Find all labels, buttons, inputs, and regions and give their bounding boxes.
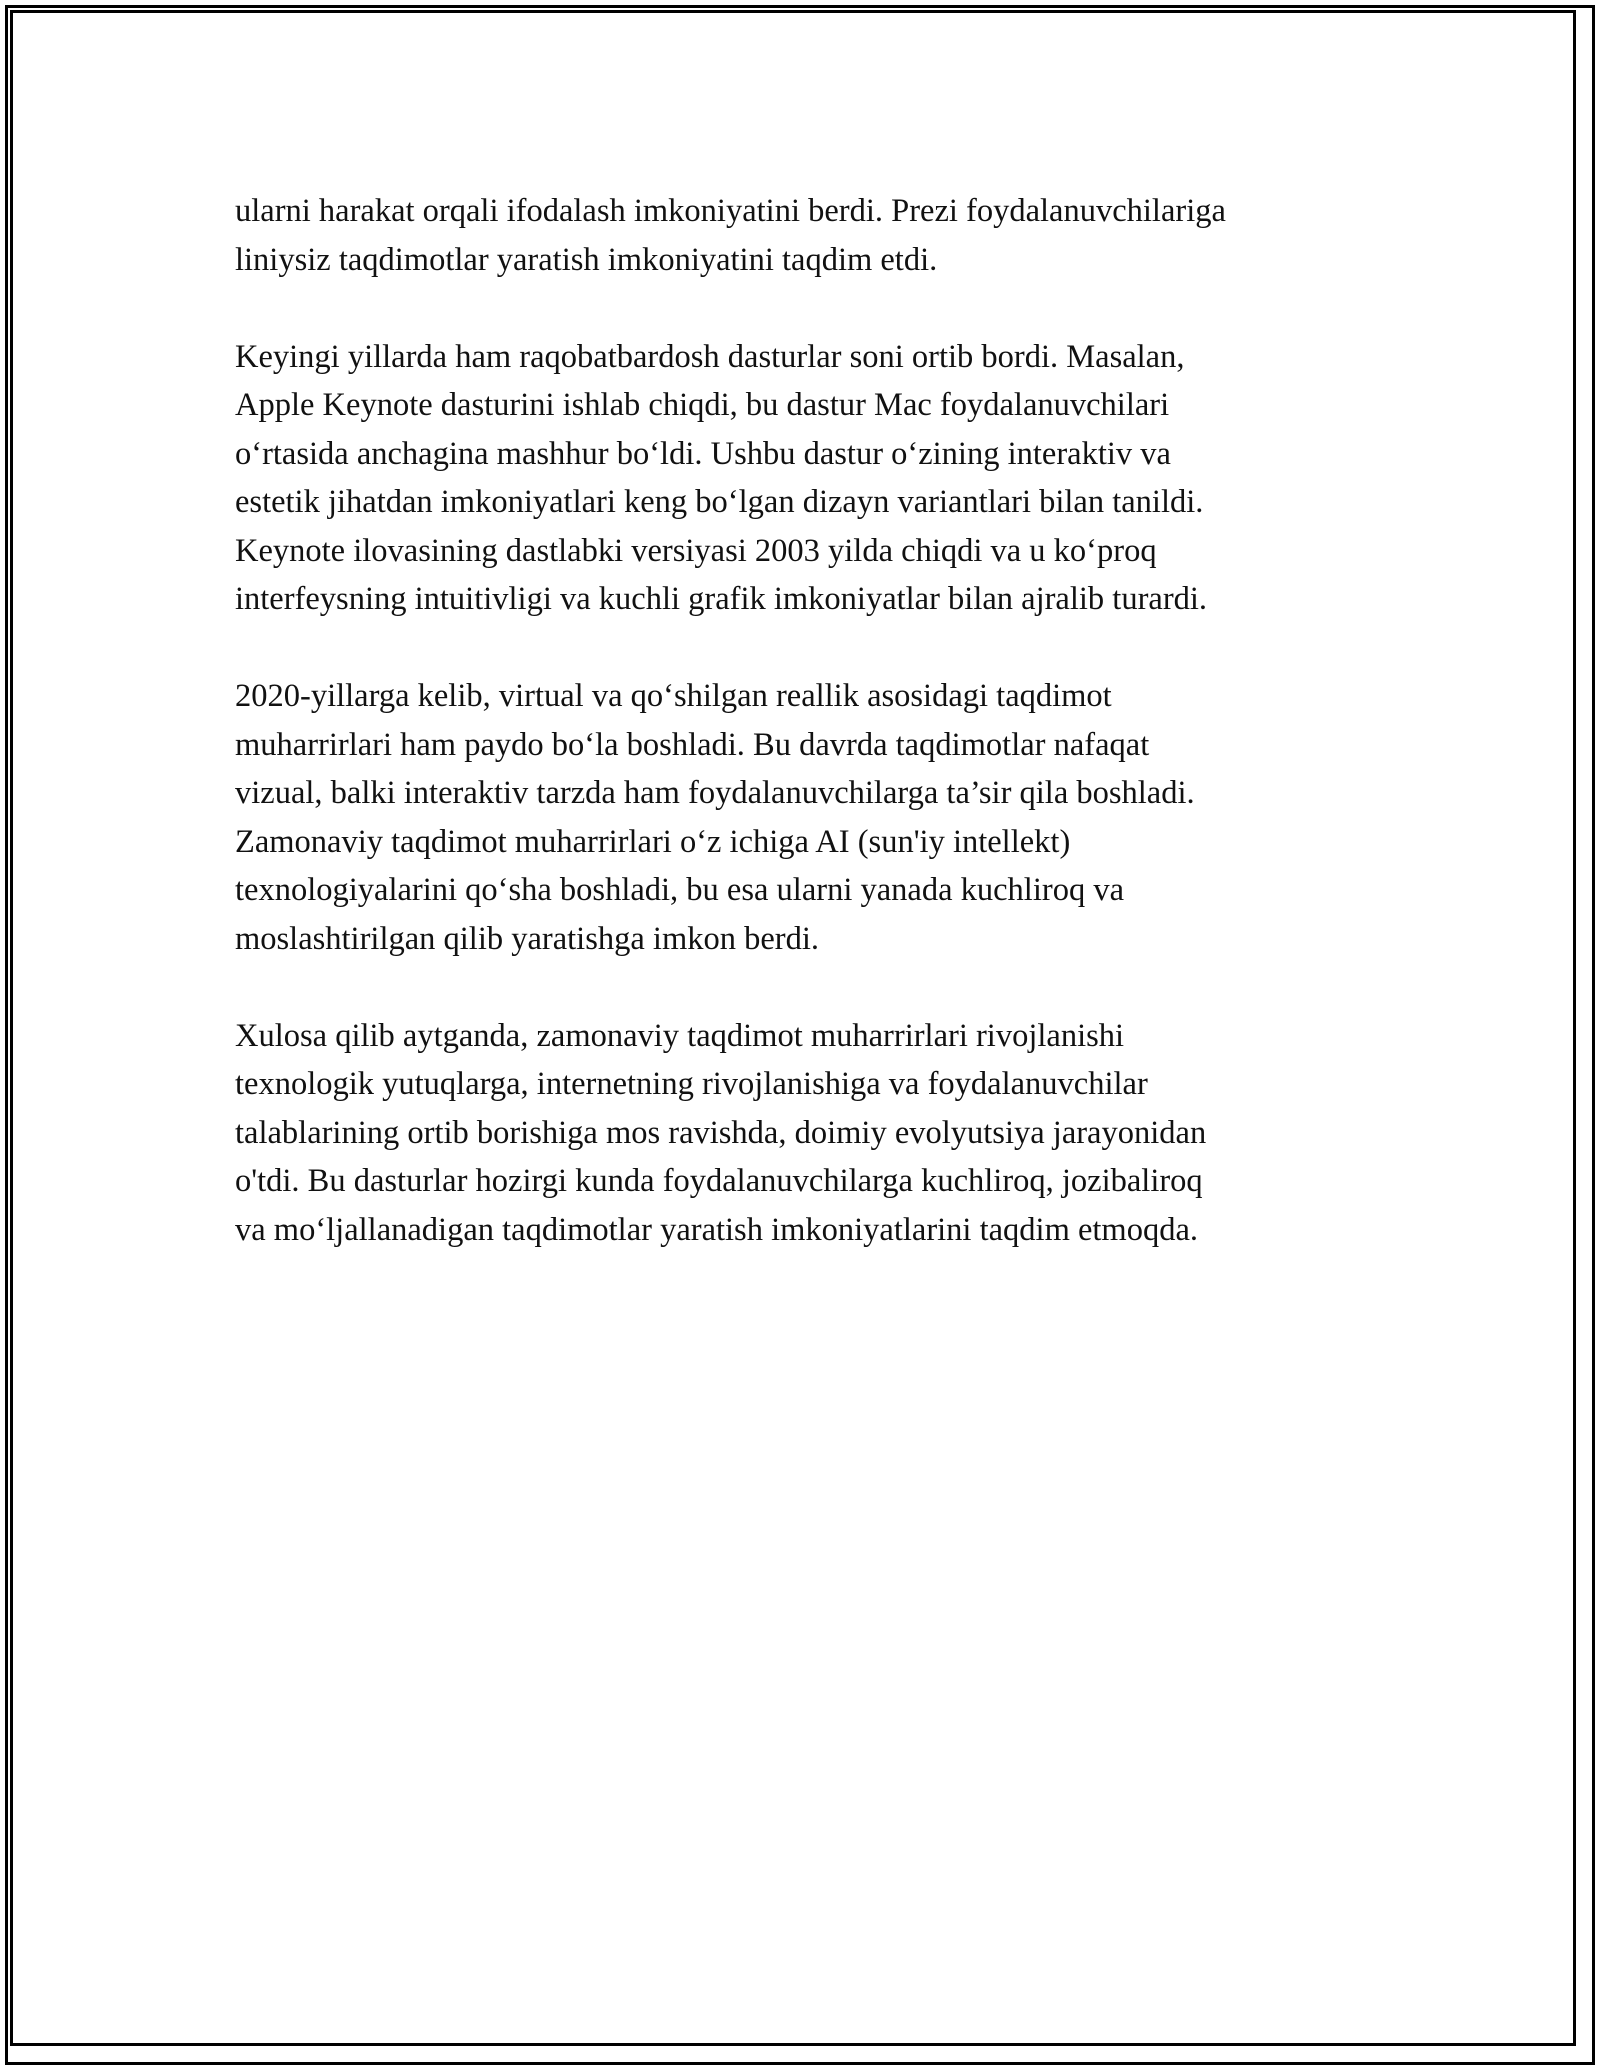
text-line: liniysiz taqdimotlar yaratish imkoniyatini taqdim etdi. [235, 241, 938, 278]
text-line: talablarining ortib borishiga mos ravishda, doimiy evolyutsiya jarayonidan [235, 1114, 1207, 1151]
text-line: ularni harakat orqali ifodalash imkoniyatini berdi. Prezi foydalanuvchilariga [235, 193, 1226, 229]
paragraph-4 [235, 1012, 1375, 1255]
text-line: va mo‘ljallanadigan taqdimotlar yaratish imkoniyatlarini taqdim etmoqda. [235, 1211, 1199, 1248]
text-line: o'tdi. Bu dasturlar hozirgi kunda foydalanuvchilarga kuchliroq, jozibaliroq [235, 1163, 1203, 1199]
paragraph-1 [235, 187, 1375, 284]
text-line: texnologiyalarini qo‘sha boshladi, bu esa ularni yanada kuchliroq va [235, 872, 1124, 908]
text-line: Keynote ilovasining dastlabki versiyasi 2003 yilda chiqdi va u ko‘proq [235, 532, 1157, 569]
text-line: o‘rtasida anchagina mashhur bo‘ldi. Ushbu dastur o‘zining interaktiv va [235, 435, 1171, 472]
text-line: interfeysning intuitivligi va kuchli grafik imkoniyatlar bilan ajralib turardi. [235, 581, 1208, 617]
text-line: Keyingi yillarda ham raqobatbardosh dasturlar soni ortib bordi. Masalan, [235, 338, 1185, 375]
paragraph-3 [235, 672, 1375, 963]
text-line: Zamonaviy taqdimot muharrirlari o‘z ichiga AI (sun'iy intellekt) [235, 823, 1071, 860]
document-body [235, 187, 1375, 1303]
text-line: estetik jihatdan imkoniyatlari keng bo‘lgan dizayn variantlari bilan tanildi. [235, 484, 1204, 520]
text-line: Apple Keynote dasturini ishlab chiqdi, bu dastur Mac foydalanuvchilari [235, 387, 1170, 423]
text-line: muharrirlari ham paydo bo‘la boshladi. Bu davrda taqdimotlar nafaqat [235, 726, 1150, 763]
text-line: 2020-yillarga kelib, virtual va qo‘shilgan reallik asosidagi taqdimot [235, 678, 1112, 714]
text-line: moslashtirilgan qilib yaratishga imkon berdi. [235, 920, 820, 957]
text-line: texnologik yutuqlarga, internetning rivojlanishiga va foydalanuvchilar [235, 1066, 1148, 1102]
text-line: vizual, balki interaktiv tarzda ham foydalanuvchilarga ta’sir qila boshladi. [235, 775, 1195, 811]
text-line: Xulosa qilib aytganda, zamonaviy taqdimot muharrirlari rivojlanishi [235, 1017, 1125, 1054]
paragraph-2 [235, 333, 1375, 624]
